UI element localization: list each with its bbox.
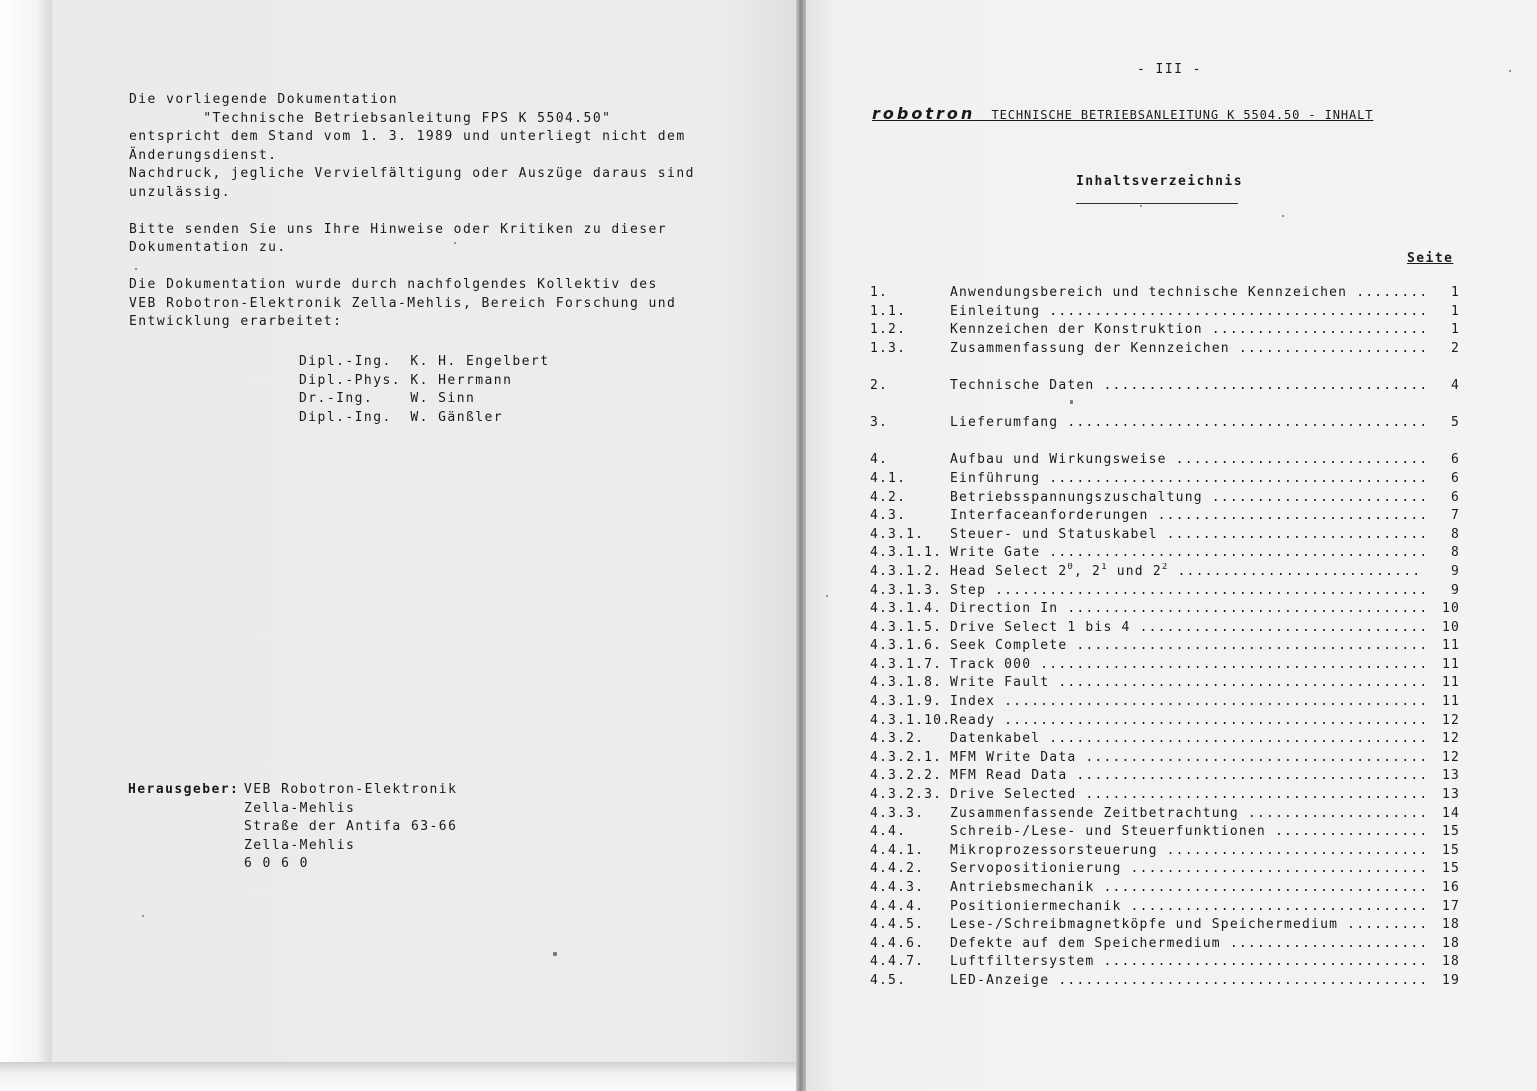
toc-entry-number: 3.	[870, 415, 889, 431]
toc-entry-number: 1.3.	[870, 340, 907, 356]
toc-entry-title: Servopositionierung .....	[950, 860, 1424, 879]
toc-entry-page: 12	[1441, 712, 1460, 728]
publisher-line: VEB Robotron-Elektronik	[244, 782, 458, 797]
toc-entry	[870, 749, 1460, 768]
toc-entry-page: 12	[1441, 731, 1460, 747]
toc-entry	[870, 526, 1460, 545]
toc-entry-title: Index .....	[950, 693, 1424, 712]
intro-line: Die Dokumentation wurde durch nachfolgendes Kollektiv des	[129, 277, 658, 292]
toc-entry-number: 4.1.	[870, 470, 907, 486]
toc-entry-title: Datenkabel .....	[950, 730, 1424, 749]
toc-entry	[870, 656, 1460, 675]
toc-entry-page: 11	[1441, 675, 1460, 691]
book-gutter	[796, 0, 806, 1091]
toc-entry-title: Interfaceanforderungen .....	[950, 507, 1424, 526]
paper-speck	[1140, 205, 1142, 207]
toc-entry-page: 8	[1450, 526, 1460, 542]
toc-entry-title: Einführung .....	[950, 470, 1424, 489]
toc-entry	[870, 953, 1460, 972]
toc-entry-title: Defekte auf dem Speichermedium .....	[950, 935, 1424, 954]
paper-speck	[553, 952, 557, 956]
toc-entry-title: Lieferumfang .....	[950, 414, 1424, 433]
toc-entry-page: 5	[1450, 415, 1460, 431]
toc-entry-title: Luftfiltersystem .....	[950, 953, 1424, 972]
running-header	[872, 104, 1373, 123]
toc-entry	[870, 842, 1460, 861]
toc-entry-title: Einleitung .....	[950, 303, 1424, 322]
toc-entry	[870, 303, 1460, 322]
toc-entry-page: 18	[1441, 917, 1460, 933]
toc-entry-title: Anwendungsbereich und technische Kennzeichen .....	[950, 284, 1424, 303]
toc-entry	[870, 507, 1460, 526]
toc-entry-title: Ready .....	[950, 712, 1424, 731]
toc-entry-title: MFM Read Data .....	[950, 767, 1424, 786]
toc-entry-number: 4.3.1.10.	[870, 712, 952, 728]
toc-entry-page: 6	[1450, 489, 1460, 505]
paper-speck	[135, 268, 137, 270]
toc-entry-title: Write Fault .....	[950, 674, 1424, 693]
toc-heading: Inhaltsverzeichnis	[1076, 174, 1243, 189]
toc-entry-number: 4.3.2.2.	[870, 768, 943, 784]
toc-entry-number: 1.	[870, 285, 889, 300]
toc-entry-title: Track 000 .....	[950, 656, 1424, 675]
toc-entry-page: 12	[1441, 749, 1460, 765]
intro-line: VEB Robotron-Elektronik Zella-Mehlis, Bereich Forschung und	[129, 295, 677, 311]
toc-entry-title: Antriebsmechanik .....	[950, 879, 1424, 898]
toc-entry-number: 4.3.1.8.	[870, 675, 943, 691]
author-line: Dipl.-Ing. W. Gänßler	[299, 409, 504, 425]
toc-entry-number: 4.4.1.	[870, 842, 925, 858]
publisher-line: 6 0 6 0	[244, 856, 309, 871]
toc-entry-number: 2.	[870, 377, 889, 393]
toc-entry-page: 18	[1441, 954, 1460, 970]
toc-entry-number: 4.3.3.	[870, 805, 925, 821]
toc-entry-number: 4.3.1.7.	[870, 656, 943, 672]
toc-entry	[870, 879, 1460, 898]
intro-text	[129, 91, 695, 332]
toc-entry-title: Write Gate .....	[950, 544, 1424, 563]
toc-entry-number: 4.4.4.	[870, 898, 925, 914]
toc-entry	[870, 619, 1460, 638]
authors-list	[299, 353, 549, 427]
toc-entry-number: 4.4.7.	[870, 954, 925, 970]
toc-entry-title: Step .....	[950, 582, 1424, 601]
toc-entry-number: 4.3.2.1.	[870, 749, 943, 765]
intro-line: unzulässig.	[129, 184, 232, 200]
paper-speck	[454, 242, 456, 244]
toc-entry-page: 1	[1450, 322, 1460, 338]
toc-entry-number: 1.1.	[870, 303, 907, 319]
toc-entry-page: 10	[1441, 601, 1460, 617]
toc-entry-page: 13	[1441, 768, 1460, 784]
page-edge	[0, 0, 52, 1091]
toc-entry	[870, 786, 1460, 805]
toc-entry-title: Zusammenfassung der Kennzeichen .....	[950, 340, 1424, 359]
toc-entry-title: Direction In .....	[950, 600, 1424, 619]
intro-line: Bitte senden Sie uns Ihre Hinweise oder Kritiken zu dieser	[129, 221, 668, 237]
toc-entry	[870, 563, 1460, 582]
toc-entry-page: 11	[1441, 638, 1460, 654]
paper-speck	[142, 915, 144, 917]
paper-speck	[1070, 400, 1073, 404]
intro-line: entspricht dem Stand vom 1. 3. 1989 und unterliegt nicht dem	[129, 129, 686, 144]
page-number: - III -	[1137, 62, 1202, 77]
toc-entry	[870, 321, 1460, 340]
toc-entry-title: Drive Selected .....	[950, 786, 1424, 805]
toc-entry	[870, 414, 1460, 433]
toc-entry-page: 16	[1441, 880, 1460, 895]
toc-entry-number: 4.4.3.	[870, 880, 925, 895]
intro-line	[129, 202, 695, 221]
toc-entry-number: 4.3.2.3.	[870, 787, 943, 803]
paper-speck	[1509, 70, 1511, 72]
toc-entry-number: 4.4.2.	[870, 861, 925, 877]
toc-entry-title: Zusammenfassende Zeitbetrachtung .....	[950, 805, 1424, 824]
toc-entry	[870, 451, 1460, 470]
publisher-label: Herausgeber:	[128, 782, 240, 797]
toc-entry-page: 6	[1450, 470, 1460, 486]
paper-speck	[1282, 215, 1284, 217]
toc-entry-page: 18	[1441, 935, 1460, 951]
toc-entry-title: Head Select $2^0$, $2^1$ und $2^2$ .....	[950, 563, 1424, 582]
toc-entry-number: 4.5.	[870, 972, 907, 988]
toc-entry-page: 1	[1450, 303, 1460, 319]
author-line: Dipl.-Phys. K. Herrmann	[299, 372, 513, 388]
toc-entry-title: MFM Write Data .....	[950, 749, 1424, 768]
toc-entry	[870, 340, 1460, 359]
toc-entry-number: 4.3.1.6.	[870, 638, 943, 654]
toc-entry-page: 6	[1450, 452, 1460, 468]
toc-entry-title: Technische Daten .....	[950, 377, 1424, 396]
robotron-logo: robotron	[872, 104, 976, 123]
toc-entry-page: 4	[1450, 377, 1460, 393]
toc-entry-number: 4.4.6.	[870, 935, 925, 951]
intro-line	[129, 258, 695, 277]
table-of-contents	[870, 284, 1460, 991]
publisher-line: Zella-Mehlis	[244, 837, 356, 853]
page-column-label: Seite	[1407, 251, 1454, 266]
toc-entry-title: LED-Anzeige .....	[950, 972, 1424, 991]
toc-entry-title: Schreib-/Lese- und Steuerfunktionen .....	[950, 823, 1424, 842]
toc-entry-title: Kennzeichen der Konstruktion .....	[950, 321, 1424, 340]
toc-entry-number: 4.3.2.	[870, 731, 925, 747]
toc-entry-number: 4.3.1.2.	[870, 563, 943, 579]
toc-entry	[870, 767, 1460, 786]
toc-entry-title: Lese-/Schreibmagnetköpfe und Speichermedium .....	[950, 916, 1424, 935]
intro-line: Entwicklung erarbeitet:	[129, 314, 343, 329]
toc-entry	[870, 600, 1460, 619]
toc-entry	[870, 972, 1460, 991]
toc-entry-number: 1.2.	[870, 322, 907, 338]
toc-entry-page: 1	[1450, 285, 1460, 300]
toc-entry-page: 15	[1441, 842, 1460, 858]
toc-entry-number: 4.4.	[870, 824, 907, 840]
toc-entry-number: 4.3.	[870, 508, 907, 524]
toc-entry-page: 8	[1450, 545, 1460, 561]
toc-entry	[870, 544, 1460, 563]
paper-speck	[826, 595, 828, 597]
toc-entry	[870, 898, 1460, 917]
heading-rule	[1076, 203, 1238, 204]
author-line: Dipl.-Ing. K. H. Engelbert	[299, 354, 550, 369]
toc-entry	[870, 712, 1460, 731]
toc-entry-number: 4.2.	[870, 489, 907, 505]
toc-entry-page: 9	[1450, 563, 1460, 579]
intro-line: Änderungsdienst.	[129, 147, 278, 163]
toc-entry-page: 11	[1441, 656, 1460, 672]
toc-entry	[870, 637, 1460, 656]
page-bottom-edge	[0, 1062, 800, 1091]
toc-entry	[870, 823, 1460, 842]
toc-entry	[870, 693, 1460, 712]
toc-entry-number: 4.3.1.1.	[870, 545, 943, 561]
toc-entry-title: Aufbau und Wirkungsweise .....	[950, 451, 1424, 470]
intro-line: Dokumentation zu.	[129, 240, 287, 255]
publisher-address	[244, 781, 457, 874]
toc-entry-page: 11	[1441, 694, 1460, 710]
toc-entry-number: 4.4.5.	[870, 917, 925, 933]
toc-entry	[870, 916, 1460, 935]
publisher-line: Straße der Antifa 63-66	[244, 819, 458, 834]
toc-entry	[870, 674, 1460, 693]
toc-entry	[870, 935, 1460, 954]
toc-entry	[870, 284, 1460, 303]
toc-entry	[870, 582, 1460, 601]
toc-entry-number: 4.3.1.5.	[870, 619, 943, 635]
toc-entry-number: 4.3.1.	[870, 526, 925, 542]
toc-entry-number: 4.	[870, 452, 889, 468]
toc-entry	[870, 470, 1460, 489]
toc-entry-title: Mikroprozessorsteuerung .....	[950, 842, 1424, 861]
toc-entry-page: 15	[1441, 824, 1460, 840]
toc-entry	[870, 860, 1460, 879]
toc-entry-page: 17	[1441, 898, 1460, 914]
toc-entry-page: 19	[1441, 972, 1460, 988]
header-title: TECHNISCHE BETRIEBSANLEITUNG K 5504.50 - INHALT	[991, 108, 1374, 122]
toc-entry-title: Positioniermechanik .....	[950, 898, 1424, 917]
toc-entry-page: 9	[1450, 582, 1460, 598]
toc-entry-title: Seek Complete .....	[950, 637, 1424, 656]
toc-entry-number: 4.3.1.4.	[870, 601, 943, 617]
toc-entry-page: 14	[1441, 805, 1460, 821]
toc-entry	[870, 730, 1460, 749]
intro-line: Nachdruck, jegliche Vervielfältigung oder Auszüge daraus sind	[129, 166, 695, 181]
toc-entry	[870, 489, 1460, 508]
toc-entry-page: 15	[1441, 861, 1460, 877]
toc-entry-page: 2	[1450, 340, 1460, 356]
right-page	[806, 0, 1537, 1091]
toc-entry	[870, 805, 1460, 824]
toc-entry-title: Drive Select 1 bis 4 .....	[950, 619, 1424, 638]
toc-entry-number: 4.3.1.3.	[870, 582, 943, 598]
toc-entry-page: 13	[1441, 787, 1460, 803]
publisher-line: Zella-Mehlis	[244, 800, 356, 816]
toc-entry-number: 4.3.1.9.	[870, 694, 943, 710]
toc-entry-title: Betriebsspannungszuschaltung .....	[950, 489, 1424, 508]
toc-entry-page: 10	[1441, 619, 1460, 635]
intro-line: "Technische Betriebsanleitung FPS K 5504.50"	[129, 110, 612, 126]
toc-entry-title: Steuer- und Statuskabel .....	[950, 526, 1424, 545]
toc-entry-page: 7	[1450, 508, 1460, 524]
toc-entry	[870, 377, 1460, 396]
author-line: Dr.-Ing. W. Sinn	[299, 391, 476, 406]
intro-line: Die vorliegende Dokumentation	[129, 92, 399, 107]
